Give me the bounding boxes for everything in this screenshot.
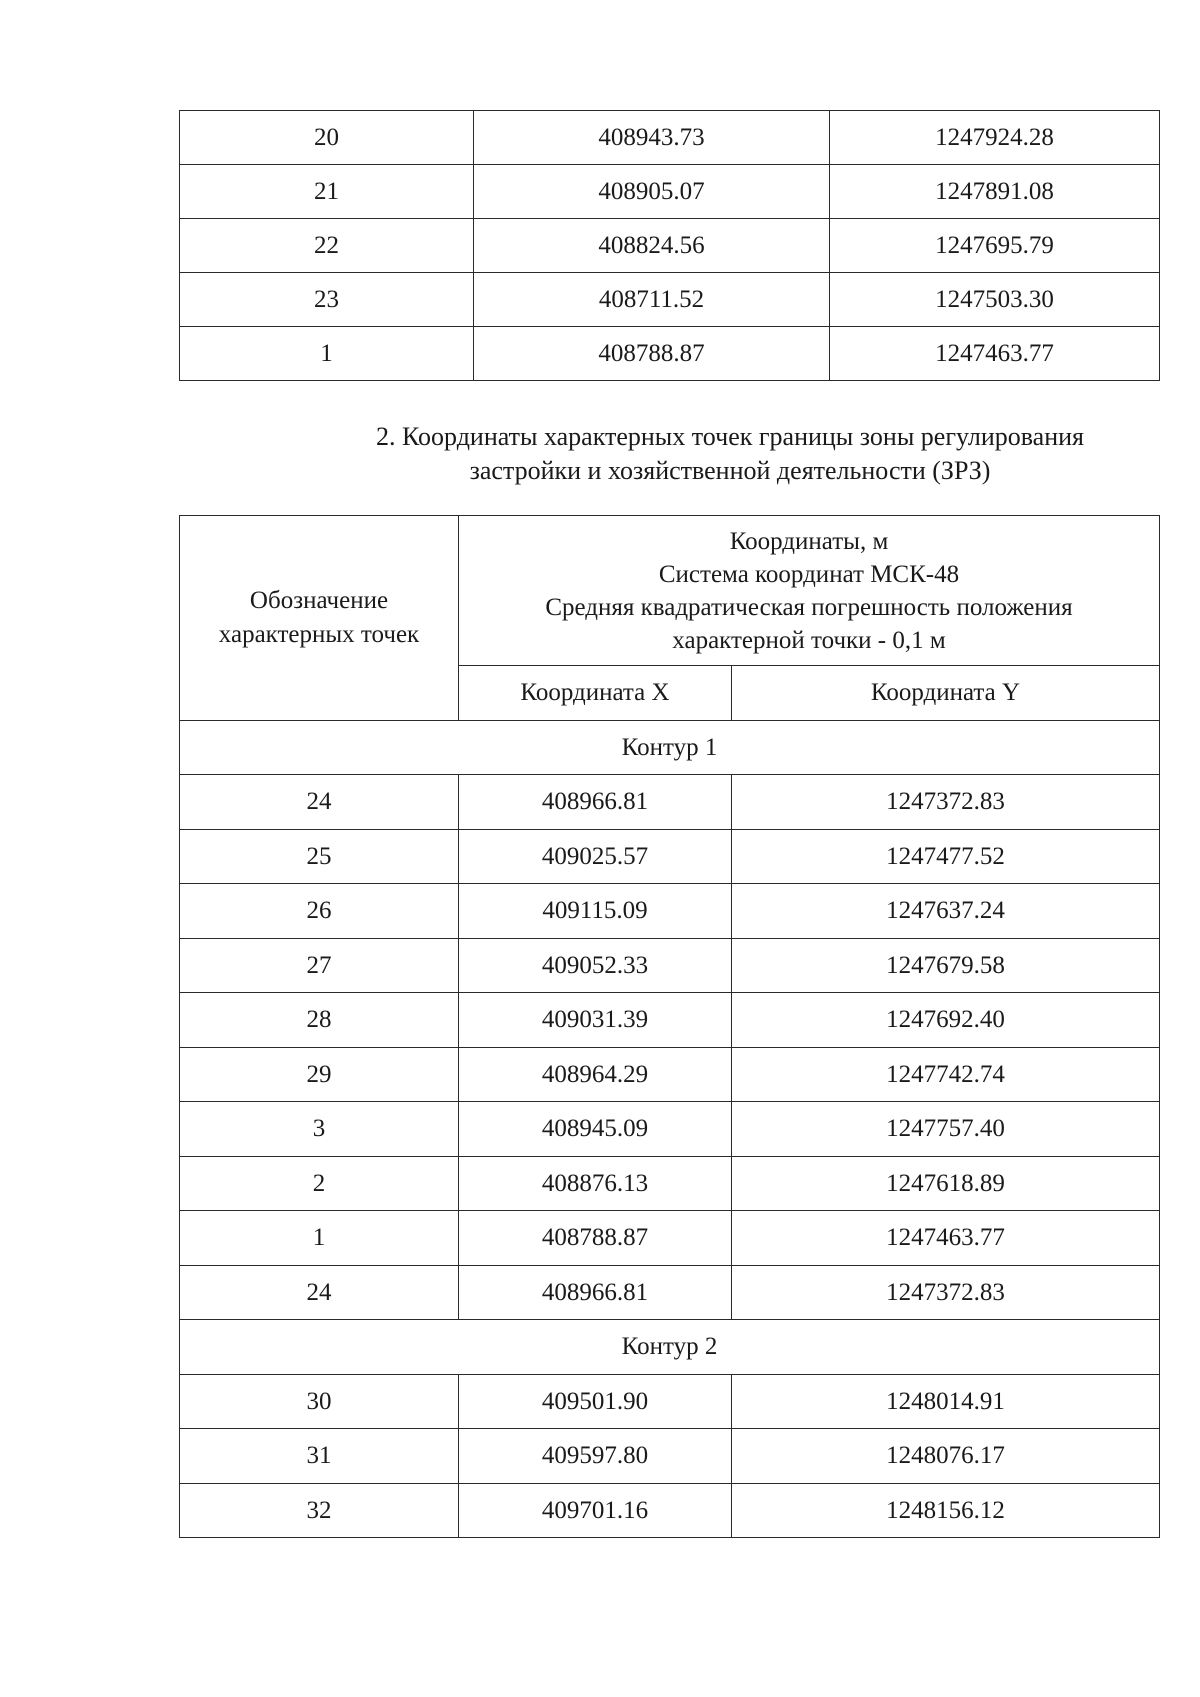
y-coordinate-cell: 1247679.58 <box>732 938 1160 993</box>
y-coordinate-cell: 1248156.12 <box>732 1483 1160 1538</box>
point-cell: 21 <box>180 165 474 219</box>
contour-row <box>180 1320 1160 1375</box>
contour-label: Контур 1 <box>180 720 1160 775</box>
y-coordinate-cell: 1247477.52 <box>732 829 1160 884</box>
point-cell: 1 <box>180 1211 459 1266</box>
point-cell: 31 <box>180 1429 459 1484</box>
section-heading-line: 2. Координаты характерных точек границы зоны регулирования <box>376 422 1084 451</box>
point-cell: 24 <box>180 775 459 830</box>
x-coordinate-cell: 409701.16 <box>459 1483 732 1538</box>
points-header-line: Обозначение <box>249 586 389 614</box>
y-coordinate-cell: 1247891.08 <box>830 165 1160 219</box>
x-coordinate-cell: 408943.73 <box>474 111 830 165</box>
table-row <box>180 829 1160 884</box>
x-coordinate-cell: 409052.33 <box>459 938 732 993</box>
x-coordinate-cell: 409501.90 <box>459 1374 732 1429</box>
coordinates-header-line: Координаты, м <box>729 527 889 555</box>
points-column-header <box>180 516 459 721</box>
coordinates-table-continuation <box>179 110 1160 381</box>
y-coordinate-cell: 1247924.28 <box>830 111 1160 165</box>
table-row <box>180 1265 1160 1320</box>
x-coordinate-cell: 408966.81 <box>459 775 732 830</box>
x-coordinate-cell: 408964.29 <box>459 1047 732 1102</box>
contour-row <box>180 720 1160 775</box>
x-coordinate-cell: 408824.56 <box>474 219 830 273</box>
y-coordinate-cell: 1247372.83 <box>732 775 1160 830</box>
section-heading <box>290 420 1170 488</box>
x-coordinate-cell: 408788.87 <box>474 327 830 381</box>
y-coordinate-cell: 1247692.40 <box>732 993 1160 1048</box>
x-coordinate-cell: 409597.80 <box>459 1429 732 1484</box>
table-row <box>180 1047 1160 1102</box>
table-row <box>180 1211 1160 1266</box>
table-row <box>180 111 1160 165</box>
y-coordinate-cell: 1247742.74 <box>732 1047 1160 1102</box>
point-cell: 23 <box>180 273 474 327</box>
table-row <box>180 1429 1160 1484</box>
x-coordinate-cell: 408966.81 <box>459 1265 732 1320</box>
y-coordinate-cell: 1247372.83 <box>732 1265 1160 1320</box>
point-cell: 20 <box>180 111 474 165</box>
contour-label: Контур 2 <box>180 1320 1160 1375</box>
point-cell: 25 <box>180 829 459 884</box>
table-row <box>180 993 1160 1048</box>
x-coordinate-cell: 409115.09 <box>459 884 732 939</box>
point-cell: 32 <box>180 1483 459 1538</box>
points-header-line: характерных точек <box>218 620 420 648</box>
y-coordinate-cell: 1248014.91 <box>732 1374 1160 1429</box>
x-coordinate-cell: 408788.87 <box>459 1211 732 1266</box>
point-cell: 28 <box>180 993 459 1048</box>
coordinates-header-line: Система координат МСК-48 <box>658 560 960 588</box>
table-row <box>180 884 1160 939</box>
point-cell: 24 <box>180 1265 459 1320</box>
y-coordinate-cell: 1247637.24 <box>732 884 1160 939</box>
table-row <box>180 219 1160 273</box>
x-coordinate-cell: 408711.52 <box>474 273 830 327</box>
table-row <box>180 1374 1160 1429</box>
table-row <box>180 273 1160 327</box>
table-header-row <box>180 516 1160 666</box>
x-coordinate-cell: 409031.39 <box>459 993 732 1048</box>
x-coordinate-cell: 408876.13 <box>459 1156 732 1211</box>
y-coordinate-cell: 1247503.30 <box>830 273 1160 327</box>
x-coordinate-cell: 408905.07 <box>474 165 830 219</box>
point-cell: 2 <box>180 1156 459 1211</box>
coordinates-header-line: Средняя квадратическая погрешность положения <box>545 593 1073 621</box>
point-cell: 30 <box>180 1374 459 1429</box>
y-coordinate-cell: 1247757.40 <box>732 1102 1160 1157</box>
zrz-coordinates-table <box>179 515 1160 1538</box>
y-coordinate-cell: 1248076.17 <box>732 1429 1160 1484</box>
point-cell: 26 <box>180 884 459 939</box>
point-cell: 22 <box>180 219 474 273</box>
coordinates-header <box>459 516 1160 666</box>
point-cell: 27 <box>180 938 459 993</box>
y-coordinate-cell: 1247618.89 <box>732 1156 1160 1211</box>
point-cell: 29 <box>180 1047 459 1102</box>
y-coordinate-cell: 1247463.77 <box>830 327 1160 381</box>
point-cell: 1 <box>180 327 474 381</box>
table-row <box>180 1483 1160 1538</box>
y-coordinate-cell: 1247695.79 <box>830 219 1160 273</box>
table-row <box>180 165 1160 219</box>
y-coordinate-cell: 1247463.77 <box>732 1211 1160 1266</box>
y-column-header: Координата Y <box>732 666 1160 721</box>
table-row <box>180 938 1160 993</box>
x-coordinate-cell: 408945.09 <box>459 1102 732 1157</box>
section-heading-line: застройки и хозяйственной деятельности (ЗРЗ) <box>469 456 991 485</box>
table-row <box>180 1156 1160 1211</box>
x-coordinate-cell: 409025.57 <box>459 829 732 884</box>
x-column-header: Координата X <box>459 666 732 721</box>
table-row <box>180 1102 1160 1157</box>
point-cell: 3 <box>180 1102 459 1157</box>
table-row <box>180 327 1160 381</box>
coordinates-header-line: характерной точки - 0,1 м <box>672 626 946 654</box>
table-row <box>180 775 1160 830</box>
